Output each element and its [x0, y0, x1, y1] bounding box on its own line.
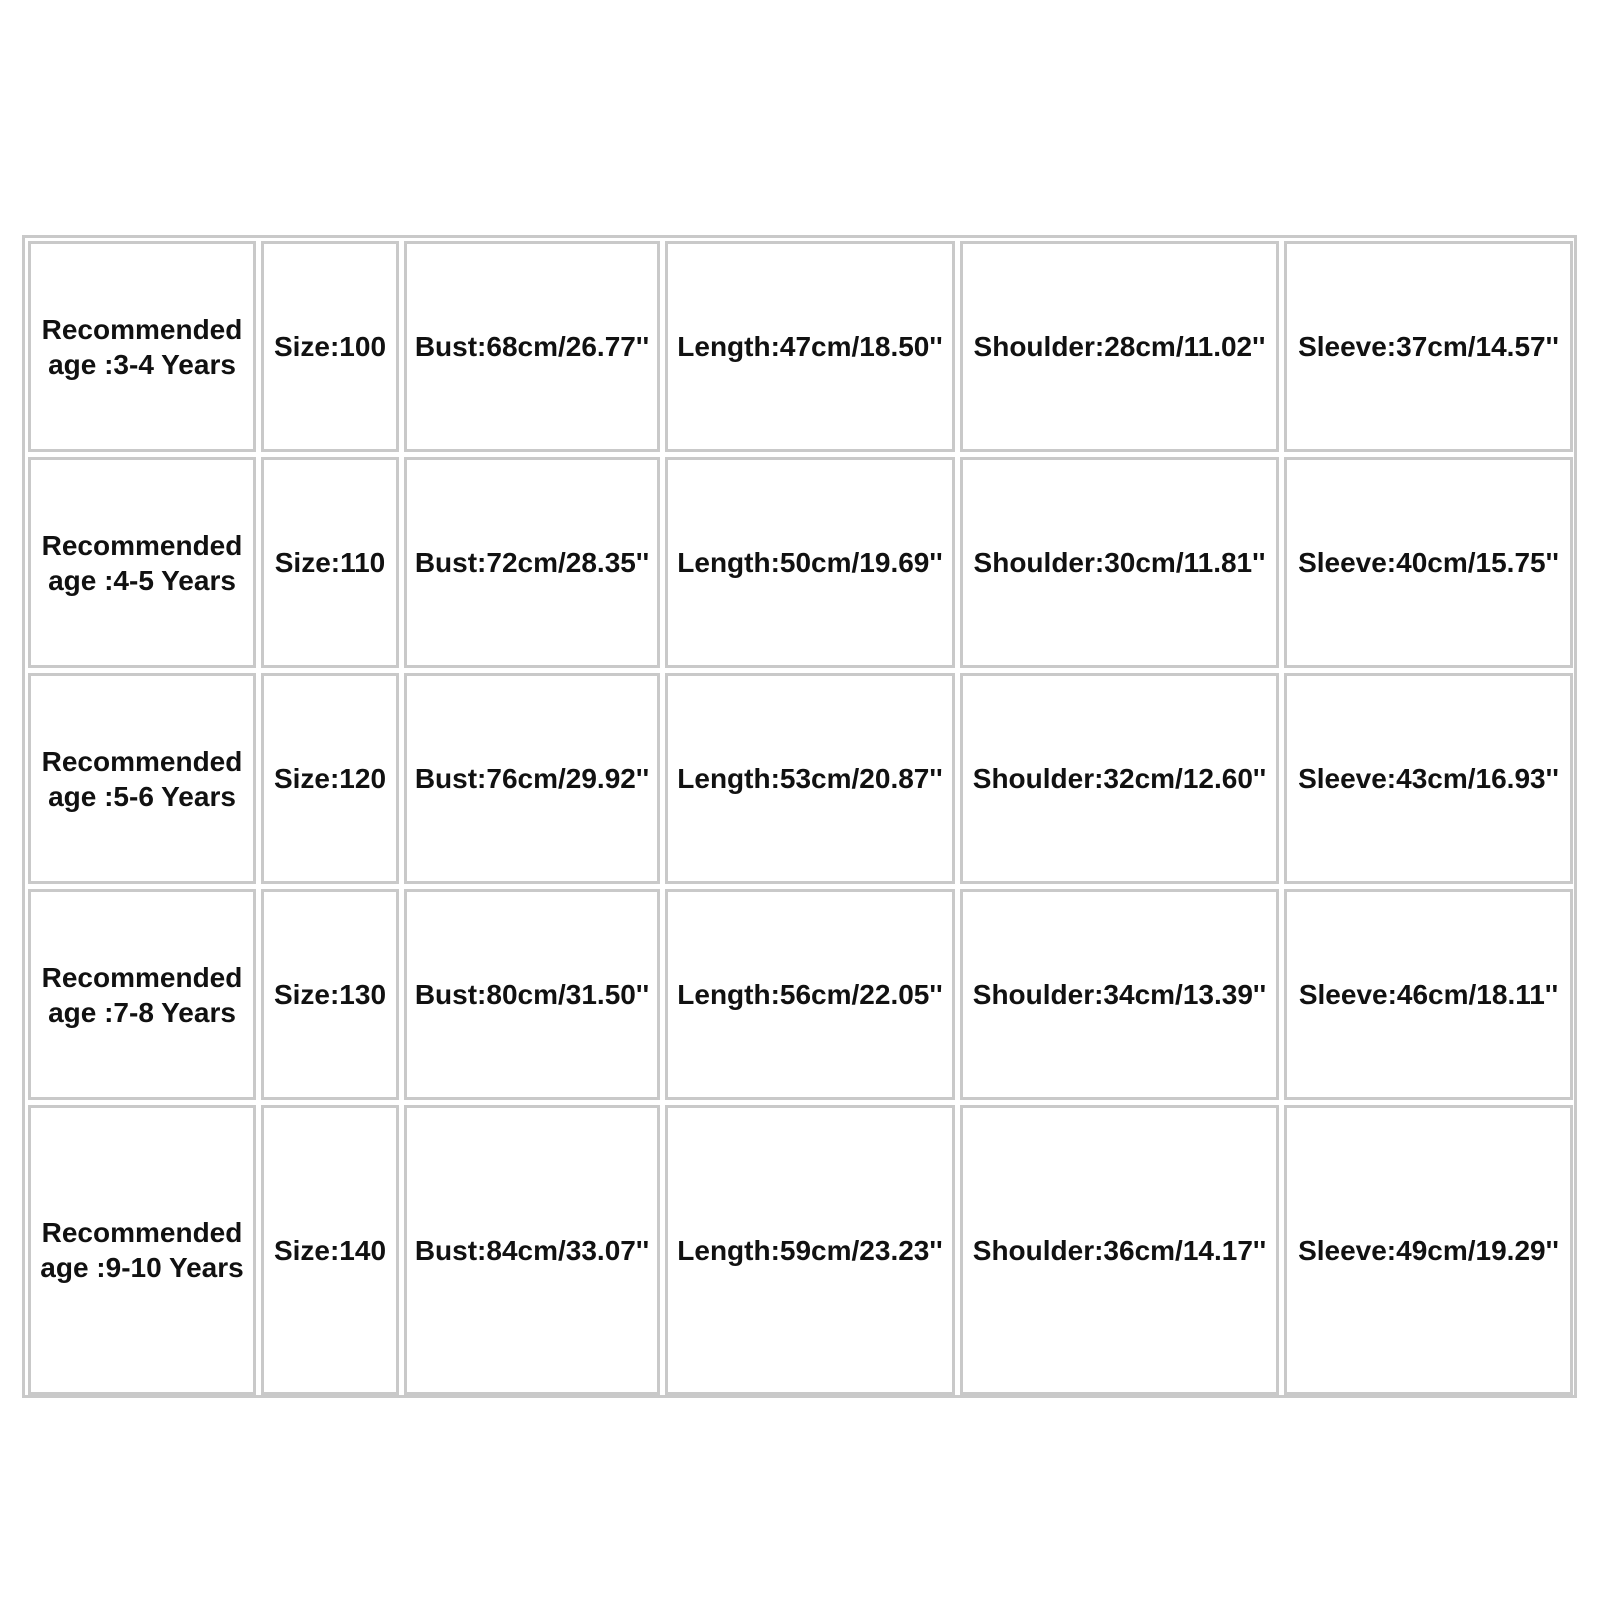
size-cell: Size:140 — [261, 1105, 399, 1395]
shoulder-cell: Shoulder:34cm/13.39'' — [960, 889, 1279, 1100]
size-cell: Size:120 — [261, 673, 399, 884]
bust-cell: Bust:80cm/31.50'' — [404, 889, 660, 1100]
table-row — [28, 241, 1573, 452]
bust-cell: Bust:84cm/33.07'' — [404, 1105, 660, 1395]
recommended-age-cell: Recommended age :7-8 Years — [28, 889, 256, 1100]
size-chart-frame — [22, 235, 1577, 1398]
size-cell: Size:100 — [261, 241, 399, 452]
shoulder-cell: Shoulder:36cm/14.17'' — [960, 1105, 1279, 1395]
sleeve-cell: Sleeve:49cm/19.29'' — [1284, 1105, 1573, 1395]
shoulder-cell: Shoulder:28cm/11.02'' — [960, 241, 1279, 452]
sleeve-cell: Sleeve:43cm/16.93'' — [1284, 673, 1573, 884]
shoulder-cell: Shoulder:32cm/12.60'' — [960, 673, 1279, 884]
length-cell: Length:59cm/23.23'' — [665, 1105, 955, 1395]
recommended-age-cell: Recommended age :4-5 Years — [28, 457, 256, 668]
size-chart-table — [23, 236, 1578, 1400]
sleeve-cell: Sleeve:46cm/18.11'' — [1284, 889, 1573, 1100]
length-cell: Length:47cm/18.50'' — [665, 241, 955, 452]
length-cell: Length:53cm/20.87'' — [665, 673, 955, 884]
recommended-age-cell: Recommended age :5-6 Years — [28, 673, 256, 884]
table-row — [28, 673, 1573, 884]
length-cell: Length:56cm/22.05'' — [665, 889, 955, 1100]
shoulder-cell: Shoulder:30cm/11.81'' — [960, 457, 1279, 668]
length-cell: Length:50cm/19.69'' — [665, 457, 955, 668]
size-cell: Size:110 — [261, 457, 399, 668]
bust-cell: Bust:76cm/29.92'' — [404, 673, 660, 884]
sleeve-cell: Sleeve:37cm/14.57'' — [1284, 241, 1573, 452]
size-cell: Size:130 — [261, 889, 399, 1100]
bust-cell: Bust:72cm/28.35'' — [404, 457, 660, 668]
table-row — [28, 457, 1573, 668]
recommended-age-cell: Recommended age :9-10 Years — [28, 1105, 256, 1395]
table-row — [28, 889, 1573, 1100]
recommended-age-cell: Recommended age :3-4 Years — [28, 241, 256, 452]
sleeve-cell: Sleeve:40cm/15.75'' — [1284, 457, 1573, 668]
bust-cell: Bust:68cm/26.77'' — [404, 241, 660, 452]
table-row — [28, 1105, 1573, 1395]
